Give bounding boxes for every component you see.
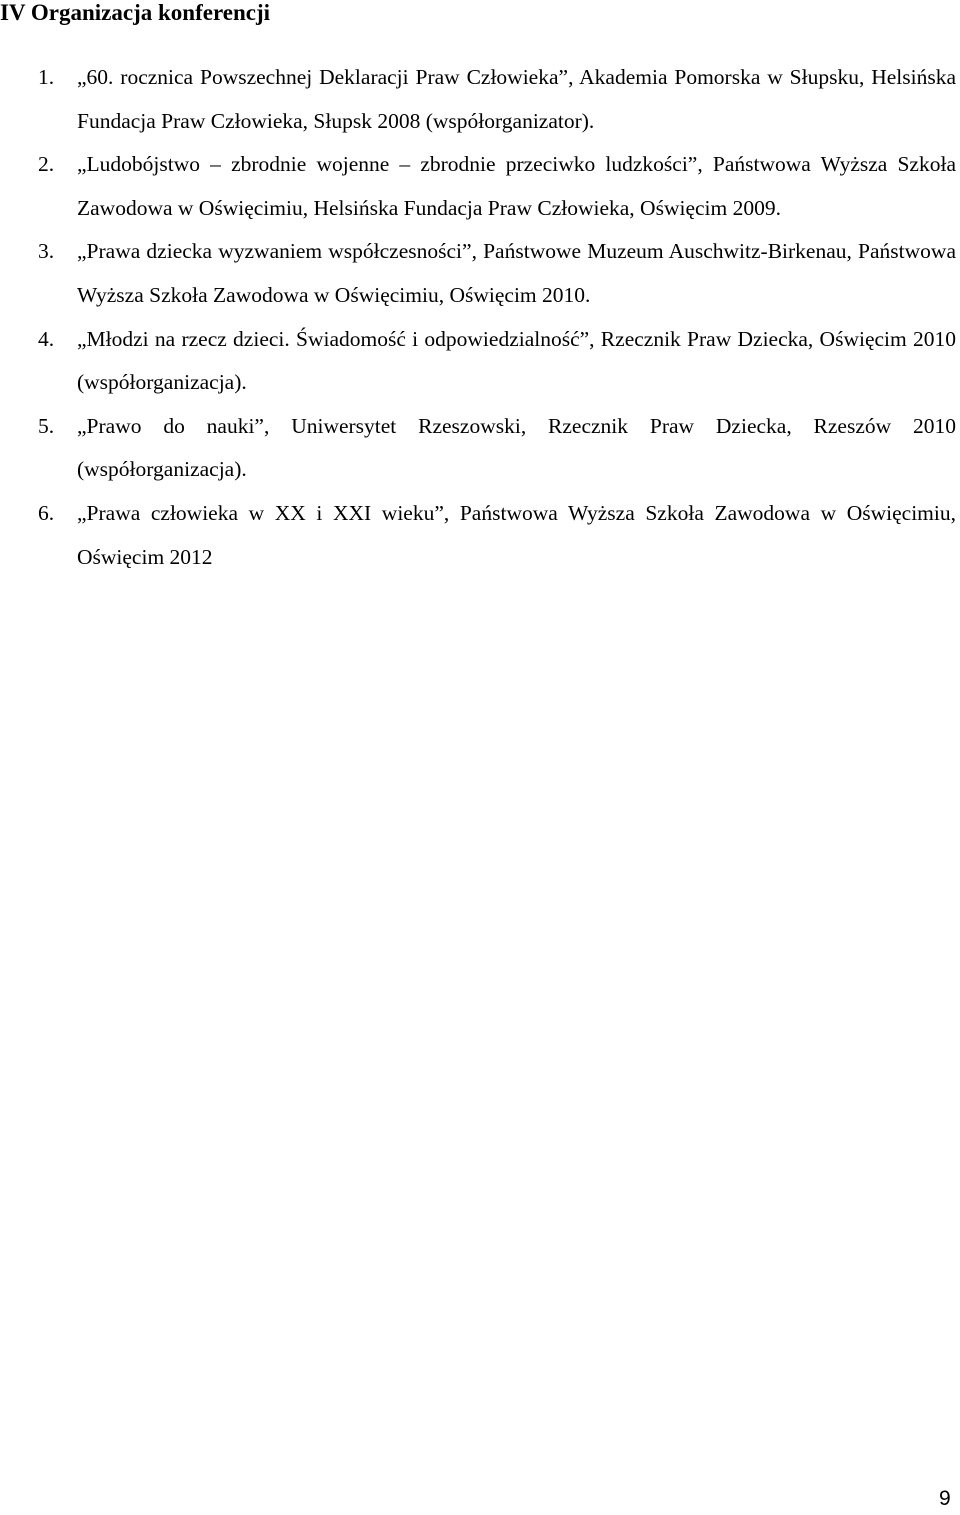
item-number: 4. <box>38 326 55 351</box>
item-number: 1. <box>38 65 55 89</box>
item-number: 5. <box>38 413 55 438</box>
list-item <box>0 230 956 317</box>
section-heading: IV Organizacja konferencji <box>0 0 271 25</box>
item-text: „Ludobójstwo – zbrodnie wojenne – zbrodnie przeciwko ludzkości”, Państwowa Wyższa Szkoła Zawodowa w Oświęcimiu, Helsińska Fundacja Praw Człowieka, Oświęcim 2009. <box>77 152 956 220</box>
item-text: „Prawo do nauki”, Uniwersytet Rzeszowski, Rzecznik Praw Dziecka, Rzeszów 2010 (współorganizacja). <box>77 413 956 482</box>
item-text: „Młodzi na rzecz dzieci. Świadomość i odpowiedzialność”, Rzecznik Praw Dziecka, Oświęcim 2010 (współorganizacja). <box>77 326 956 395</box>
item-number: 2. <box>38 152 55 177</box>
conference-list <box>0 56 956 579</box>
item-text: „Prawa dziecka wyzwaniem współczesności”, Państwowe Muzeum Auschwitz-Birkenau, Państwowa Wyższa Szkoła Zawodowa w Oświęcimiu, Oświęcim 2010. <box>77 239 956 307</box>
item-text: „Prawa człowieka w XX i XXI wieku”, Państwowa Wyższa Szkoła Zawodowa w Oświęcimiu, Oświęcim 2012 <box>77 500 956 569</box>
list-item <box>0 56 956 143</box>
item-number: 3. <box>38 239 55 264</box>
list-item <box>0 405 956 492</box>
page-number: 9 <box>939 1487 951 1510</box>
list-item <box>0 143 956 230</box>
item-text: „60. rocznica Powszechnej Deklaracji Praw Człowieka”, Akademia Pomorska w Słupsku, Helsińska Fundacja Praw Człowieka, Słupsk 2008 (współorganizator). <box>77 65 956 133</box>
list-item <box>0 318 956 405</box>
item-number: 6. <box>38 500 55 525</box>
list-item <box>0 492 956 579</box>
